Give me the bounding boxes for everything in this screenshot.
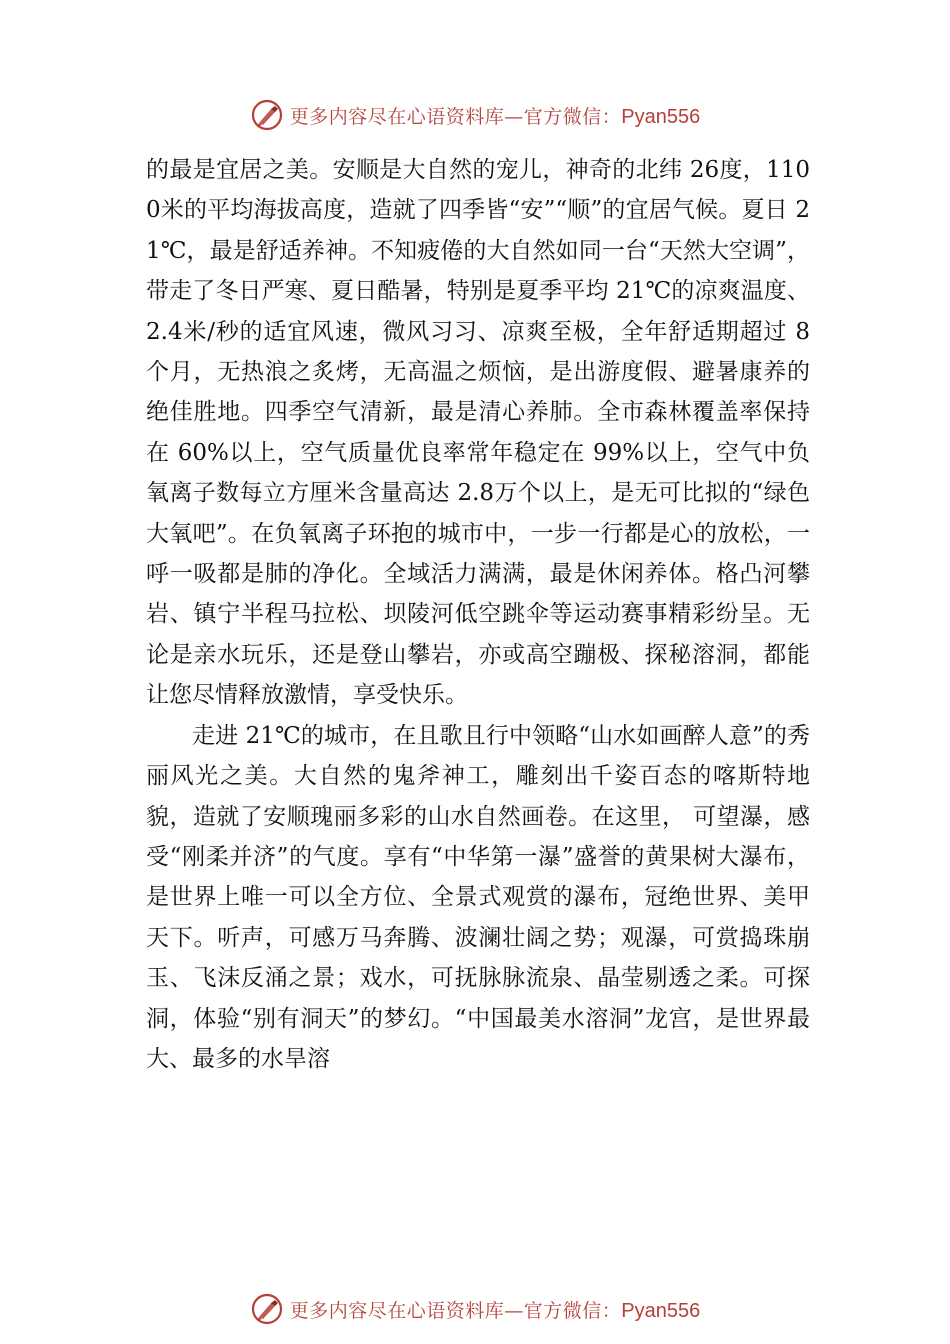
watermark-text: 更多内容尽在心语资料库—官方微信：Pyan556 bbox=[289, 105, 701, 128]
pen-logo-icon bbox=[250, 1292, 284, 1326]
watermark-account: Pyan556 bbox=[621, 1299, 701, 1322]
paragraph-2: 走进 21℃的城市，在且歌且行中领略“山水如画醉人意”的秀丽风光之美。大自然的鬼斧神工，雕刻出千姿百态的喀斯特地貌，造就了安顺瑰丽多彩的山水自然画卷。在这里， 可望瀑，感受“刚柔并济”的气度。享有“中华第一瀑”盛誉的黄果树大瀑布，是世界上唯一可以全方位、全景式观赏的瀑布，冠绝世界、美甲天下。听声，可感万马奔腾、波澜壮阔之势；观瀑，可赏捣珠崩玉、飞沫反涌之景；戏水，可抚脉脉流泉、晶莹剔透之柔。可探洞，体验“别有洞天”的梦幻。“中国最美水溶洞”龙宫，是世界最大、最多的水旱溶 bbox=[146, 722, 810, 1072]
paragraph-1: 的最是宜居之美。安顺是大自然的宠儿，神奇的北纬 26度，1100米的平均海拔高度，造就了四季皆“安”“顺”的宜居气候。夏日 21℃，最是舒适养神。不知疲倦的大自然如同一台“天然大空调”，带走了冬日严寒、夏日酷暑，特别是夏季平均 21℃的凉爽温度、2.4米/秒的适宜风速，微风习习、凉爽至极，全年舒适期超过 8个月，无热浪之炙烤，无高温之烦恼，是出游度假、避暑康养的绝佳胜地。四季空气清新，最是清心养肺。全市森林覆盖率保持在 60%以上，空气质量优良率常年稳定在 99%以上，空气中负氧离子数每立方厘米含量高达 2.8万个以上，是无可比拟的“绿色大氧吧”。在负氧离子环抱的城市中，一步一行都是心的放松，一呼一吸都是肺的净化。全域活力满满，最是休闲养体。格凸河攀岩、镇宁半程马拉松、坝陵河低空跳伞等运动赛事精彩纷呈。无论是亲水玩乐，还是登山攀岩，亦或高空蹦极、探秘溶洞，都能让您尽情释放激情，享受快乐。 bbox=[146, 157, 810, 709]
footer-watermark bbox=[0, 1289, 950, 1329]
watermark-text: 更多内容尽在心语资料库—官方微信：Pyan556 bbox=[289, 1299, 701, 1322]
header-watermark bbox=[0, 95, 950, 135]
document-body bbox=[146, 150, 810, 1079]
watermark-account: Pyan556 bbox=[621, 105, 701, 128]
pen-logo-icon bbox=[250, 98, 284, 132]
